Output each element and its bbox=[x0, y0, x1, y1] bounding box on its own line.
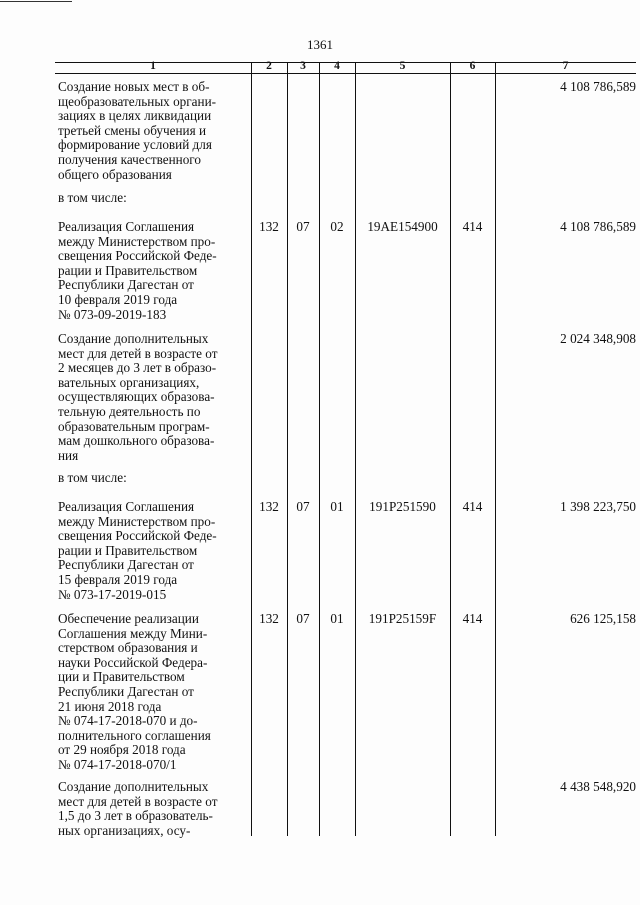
row-subsection: 01 bbox=[330, 499, 344, 514]
row-description: Создание дополнительных мест для детей в возрасте от 1,5 до 3 лет в образователь- ных организациях, осу- bbox=[58, 779, 218, 838]
row-description: Обеспечение реализации Соглашения между Мини- стерством образования и науки Российской Федера- ции и Правительством Республики Дагестан от 21 июня 2018 года № 074-17-2018-070 и до- полнительного соглашения от 29 ноября 2018 года № 074-17-2018-070/1 bbox=[58, 611, 211, 772]
row-subsection: 02 bbox=[330, 219, 344, 234]
row-amount: 626 125,158 bbox=[570, 611, 636, 626]
header-col-5: 5 bbox=[399, 60, 406, 72]
column-divider bbox=[355, 63, 356, 836]
header-col-6: 6 bbox=[469, 60, 476, 72]
column-divider bbox=[450, 63, 451, 836]
row-description: Создание дополнительных мест для детей в возрасте от 2 месяцев до 3 лет в образо- вательных организациях, осуществляющих образова- тельную деятельность по образовательным програм- мам дошкольного образова- ния bbox=[58, 331, 218, 463]
row-target-code: 191P251590 bbox=[369, 499, 436, 514]
row-description: в том числе: bbox=[58, 470, 127, 485]
header-col-3: 3 bbox=[300, 60, 306, 72]
row-chapter: 132 bbox=[259, 611, 279, 626]
row-section: 07 bbox=[296, 611, 310, 626]
row-description: Реализация Соглашения между Министерством про- свещения Российской Феде- рации и Правительством Республики Дагестан от 15 февраля 2019 года № 073-17-2019-015 bbox=[58, 499, 217, 602]
header-col-2: 2 bbox=[266, 60, 272, 72]
column-divider bbox=[319, 63, 320, 836]
row-expense-type: 414 bbox=[462, 219, 483, 234]
row-subsection: 01 bbox=[330, 611, 344, 626]
row-amount: 1 398 223,750 bbox=[560, 499, 636, 514]
header-col-7: 7 bbox=[562, 60, 569, 72]
row-target-code: 191P25159F bbox=[368, 611, 437, 626]
row-expense-type: 414 bbox=[462, 611, 483, 626]
row-description: Создание новых мест в об- щеобразовательных органи- зациях в целях ликвидации третьей смены обучения и формирование условий для получения качественного общего образования bbox=[58, 79, 217, 182]
row-amount: 2 024 348,908 bbox=[560, 331, 636, 346]
row-target-code: 19AE154900 bbox=[367, 219, 438, 234]
budget-table bbox=[55, 62, 636, 836]
column-divider bbox=[251, 63, 252, 836]
row-description: в том числе: bbox=[58, 190, 127, 205]
column-divider bbox=[495, 63, 496, 836]
header-col-1: 1 bbox=[150, 60, 156, 72]
row-amount: 4 438 548,920 bbox=[560, 779, 636, 794]
page-number: 1361 bbox=[307, 37, 333, 52]
column-divider bbox=[287, 63, 288, 836]
row-description: Реализация Соглашения между Министерством про- свещения Российской Феде- рации и Правительством Республики Дагестан от 10 февраля 2019 года № 073-09-2019-183 bbox=[58, 219, 217, 322]
row-expense-type: 414 bbox=[462, 499, 483, 514]
row-section: 07 bbox=[296, 219, 310, 234]
row-amount: 4 108 786,589 bbox=[560, 79, 636, 94]
table-header-row bbox=[55, 60, 636, 74]
row-amount: 4 108 786,589 bbox=[560, 219, 636, 234]
row-section: 07 bbox=[296, 499, 310, 514]
row-chapter: 132 bbox=[259, 499, 279, 514]
top-rule bbox=[0, 1, 72, 2]
header-col-4: 4 bbox=[334, 60, 340, 72]
row-chapter: 132 bbox=[259, 219, 279, 234]
